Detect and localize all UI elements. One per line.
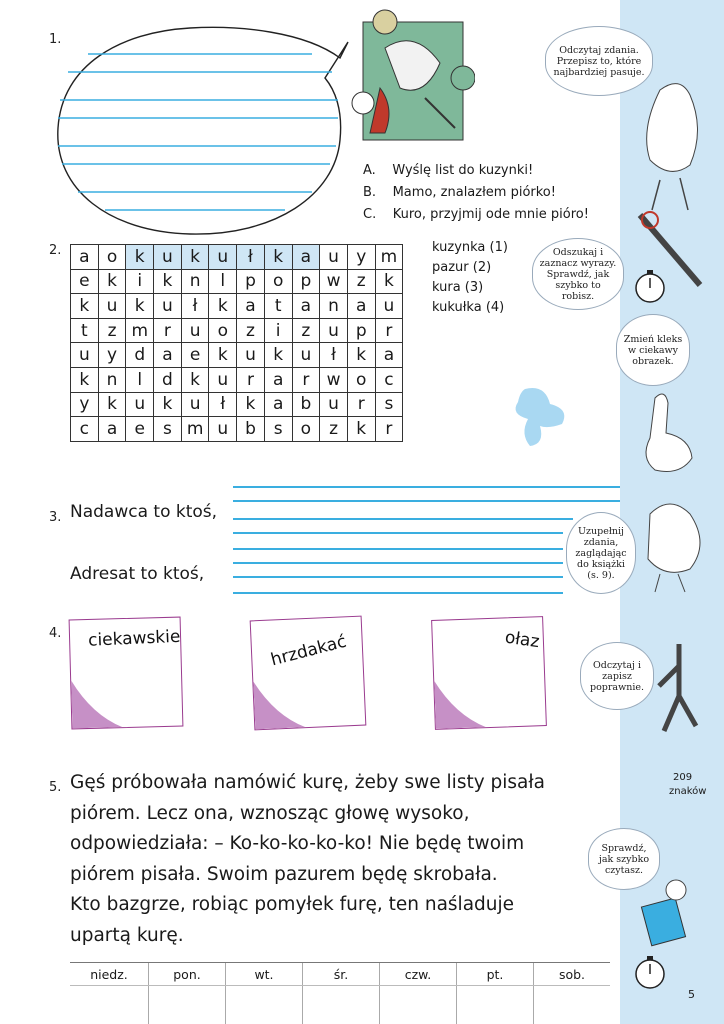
grid-cell[interactable]: r [237,367,265,392]
ink-blot-drawing-area[interactable] [510,384,570,454]
note-curl [434,679,486,729]
note-curl [253,679,305,729]
option-text: Mamo, znalazłem piórko! [392,185,556,200]
grid-cell[interactable]: u [154,245,182,270]
grid-row [71,367,403,392]
grid-cell[interactable]: k [375,269,403,294]
sign-label: znaków [669,786,707,797]
option-text: Kuro, przyjmij ode mnie pióro! [392,207,589,222]
day-label: czw. [404,967,432,982]
dancer-figure-icon [644,636,714,736]
grid-cell[interactable]: a [264,392,292,417]
grid-cell[interactable]: s [154,417,182,442]
word-item: pazur (2) [432,260,492,275]
day-cell[interactable] [148,963,225,1024]
sign-count: 209 [673,772,693,783]
grid-cell[interactable]: u [209,245,237,270]
grid-cell[interactable]: u [320,392,348,417]
addressee-prompt: Adresat to ktoś, [70,564,205,584]
grid-cell[interactable]: ł [320,343,348,368]
grid-cell[interactable]: k [71,294,99,319]
grid-cell[interactable]: r [292,367,320,392]
grid-cell[interactable]: k [347,417,375,442]
passage-line: upartą kurę. [70,924,184,946]
grid-row [71,294,403,319]
grid-cell[interactable]: k [126,245,154,270]
grid-cell[interactable]: b [237,417,265,442]
grid-cell[interactable]: c [375,367,403,392]
grid-cell[interactable]: z [237,318,265,343]
grid-cell[interactable]: k [154,269,182,294]
grid-cell[interactable]: a [292,245,320,270]
grid-cell[interactable]: o [264,269,292,294]
table-divider [70,985,610,986]
grid-cell[interactable]: u [320,245,348,270]
scrambled-word: ciekawskie [87,626,181,651]
passage-line: odpowiedziała: – Ko-ko-ko-ko-ko! Nie będę twoim [70,833,525,854]
instruction-bubble-4: Uzupełnij zdania, zaglądając do książki (s. 9). [566,512,636,594]
grid-cell[interactable]: k [209,294,237,319]
instruction-bubble-5: Odczytaj i zapisz poprawnie. [580,642,654,710]
grid-cell[interactable]: a [264,367,292,392]
rooster-figure-icon [630,484,720,594]
grid-cell[interactable]: r [154,318,182,343]
grid-cell[interactable]: p [237,269,265,294]
grid-cell[interactable]: i [264,318,292,343]
instruction-bubble-2: Odszukaj i zaznacz wyrazy. Sprawdź, jak szybko to robisz. [532,238,624,310]
grid-cell[interactable]: p [347,318,375,343]
day-label: pt. [486,967,504,982]
day-label: pon. [173,967,201,982]
grid-cell[interactable]: k [237,392,265,417]
writing-line[interactable] [233,548,563,550]
day-cell[interactable] [456,963,533,1024]
exercise-4-number: 4. [49,626,62,641]
sticky-note-3[interactable] [431,616,547,730]
exercise-2-number: 2. [49,243,62,258]
scrambled-word: ołaz [503,627,541,653]
option-b[interactable] [363,182,589,204]
writing-line[interactable] [233,518,573,520]
passage-line: Gęś próbowała namówić kurę, żeby swe listy pisała [70,772,545,793]
grid-cell[interactable]: k [98,269,126,294]
exercise-5-number: 5. [49,780,62,795]
grid-cell[interactable]: e [181,343,209,368]
grid-row [71,392,403,417]
grid-cell[interactable]: a [71,245,99,270]
grid-cell[interactable]: ł [237,245,265,270]
passage-line: Kto bazgrze, robiąc pomyłek furę, ten naśladuje [70,894,515,915]
grid-row [71,245,403,270]
grid-cell[interactable]: l [126,367,154,392]
option-letter: B. [363,185,377,200]
grid-cell[interactable]: t [264,294,292,319]
grid-cell[interactable]: n [320,294,348,319]
pen-figure-icon [630,205,715,305]
grid-cell[interactable]: w [320,269,348,294]
grid-cell[interactable]: y [347,245,375,270]
option-text: Wyślę list do kuzynki! [392,163,534,178]
grid-cell[interactable]: z [320,417,348,442]
speech-bubble-writing-area[interactable] [50,20,350,240]
writing-line[interactable] [233,592,563,594]
grid-cell[interactable]: u [98,294,126,319]
grid-row [71,417,403,442]
word-item: kukułka (4) [432,300,505,315]
grid-cell[interactable]: n [181,269,209,294]
grid-cell[interactable]: u [126,392,154,417]
grid-cell[interactable]: r [375,318,403,343]
grid-cell[interactable]: i [126,269,154,294]
grid-cell[interactable]: k [71,367,99,392]
grid-cell[interactable]: ł [209,392,237,417]
grid-row [71,269,403,294]
exercise-1-options [363,160,589,226]
exercise-3-number: 3. [49,510,62,525]
sticky-note-1[interactable] [69,617,184,730]
grid-cell[interactable]: z [347,269,375,294]
grid-cell[interactable]: z [98,318,126,343]
reading-time-table [70,962,610,1024]
grid-cell[interactable]: y [98,343,126,368]
grid-cell[interactable]: k [181,245,209,270]
grid-cell[interactable]: k [181,367,209,392]
grid-row [71,318,403,343]
grid-cell[interactable]: k [126,294,154,319]
grid-cell[interactable]: o [98,245,126,270]
passage-line: piórem. Lecz ona, wznosząc głowę wysoko, [70,802,470,824]
day-cell[interactable] [533,963,610,1024]
grid-cell[interactable]: a [237,294,265,319]
grid-cell[interactable]: e [71,269,99,294]
grid-cell[interactable]: u [209,367,237,392]
writing-line[interactable] [233,486,620,488]
day-label: sob. [558,967,586,982]
option-c[interactable] [363,204,589,226]
grid-cell[interactable]: s [264,417,292,442]
grid-cell[interactable]: m [375,245,403,270]
grid-cell[interactable]: t [71,318,99,343]
option-letter: C. [363,207,377,222]
grid-cell[interactable]: m [126,318,154,343]
grid-cell[interactable]: u [292,343,320,368]
day-cell[interactable] [70,963,148,1024]
grid-cell[interactable]: o [292,417,320,442]
instruction-bubble-6: Sprawdź, jak szybko czytasz. [588,828,660,890]
day-label: niedz. [90,967,128,982]
passage-line: piórem pisała. Swoim pazurem będę skrobała. [70,863,498,885]
grid-cell[interactable]: l [209,269,237,294]
grid-cell[interactable]: k [154,392,182,417]
grid-cell[interactable]: ł [181,294,209,319]
day-cell[interactable] [225,963,302,1024]
grid-cell[interactable]: a [292,294,320,319]
grid-cell[interactable]: u [181,392,209,417]
grid-cell[interactable]: r [347,392,375,417]
stopwatch-icon [632,952,668,992]
puzzle-illustration [345,8,475,148]
sticky-note-2[interactable] [250,616,367,731]
reading-passage [70,768,600,951]
day-cell[interactable] [379,963,456,1024]
scrambled-word: hrzdakać [268,631,349,671]
grid-cell[interactable]: a [375,343,403,368]
day-label: śr. [333,967,349,982]
grid-cell[interactable]: c [71,417,99,442]
grid-cell[interactable]: u [209,417,237,442]
grid-cell[interactable]: n [98,367,126,392]
hen-figure-icon [630,70,720,220]
grid-cell[interactable]: s [375,392,403,417]
instruction-bubble-3: Zmień kleks w ciekawy obrazek. [616,314,690,386]
grid-cell[interactable]: b [292,392,320,417]
grid-cell[interactable]: y [71,392,99,417]
writing-line[interactable] [233,576,563,578]
grid-cell[interactable]: u [181,318,209,343]
instruction-bubble-1: Odczytaj zdania. Przepisz to, które najbardziej pasuje. [545,26,653,96]
exercise-1-number: 1. [49,32,62,47]
option-a[interactable] [363,160,589,182]
grid-cell[interactable]: k [264,343,292,368]
grid-cell[interactable]: m [181,417,209,442]
writing-line[interactable] [233,562,563,564]
option-letter: A. [363,163,376,178]
reader-figure-icon [636,872,706,962]
word-item: kuzynka (1) [432,240,508,255]
goose-figure-icon [630,388,710,483]
grid-cell[interactable]: k [264,245,292,270]
word-list [432,238,508,318]
grid-cell[interactable]: k [98,392,126,417]
grid-cell[interactable]: a [98,417,126,442]
day-label: wt. [254,967,274,982]
page-number: 5 [688,988,695,1001]
word-item: kura (3) [432,280,484,295]
grid-cell[interactable]: p [292,269,320,294]
grid-cell[interactable]: u [71,343,99,368]
grid-cell[interactable]: w [320,367,348,392]
word-search-grid[interactable] [70,244,403,442]
grid-cell[interactable]: u [154,294,182,319]
grid-cell[interactable]: k [209,343,237,368]
grid-cell[interactable]: u [237,343,265,368]
grid-cell[interactable]: a [154,343,182,368]
grid-cell[interactable]: r [375,417,403,442]
day-cell[interactable] [302,963,379,1024]
grid-cell[interactable]: o [347,367,375,392]
grid-cell[interactable]: a [347,294,375,319]
grid-row [71,343,403,368]
grid-cell[interactable]: e [126,417,154,442]
grid-cell[interactable]: d [126,343,154,368]
note-curl [71,679,122,728]
sender-prompt: Nadawca to ktoś, [70,502,218,522]
writing-line[interactable] [233,500,620,502]
grid-cell[interactable]: k [347,343,375,368]
grid-cell[interactable]: u [375,294,403,319]
grid-cell[interactable]: z [292,318,320,343]
writing-line[interactable] [233,532,563,534]
grid-cell[interactable]: u [320,318,348,343]
grid-cell[interactable]: o [209,318,237,343]
grid-cell[interactable]: d [154,367,182,392]
